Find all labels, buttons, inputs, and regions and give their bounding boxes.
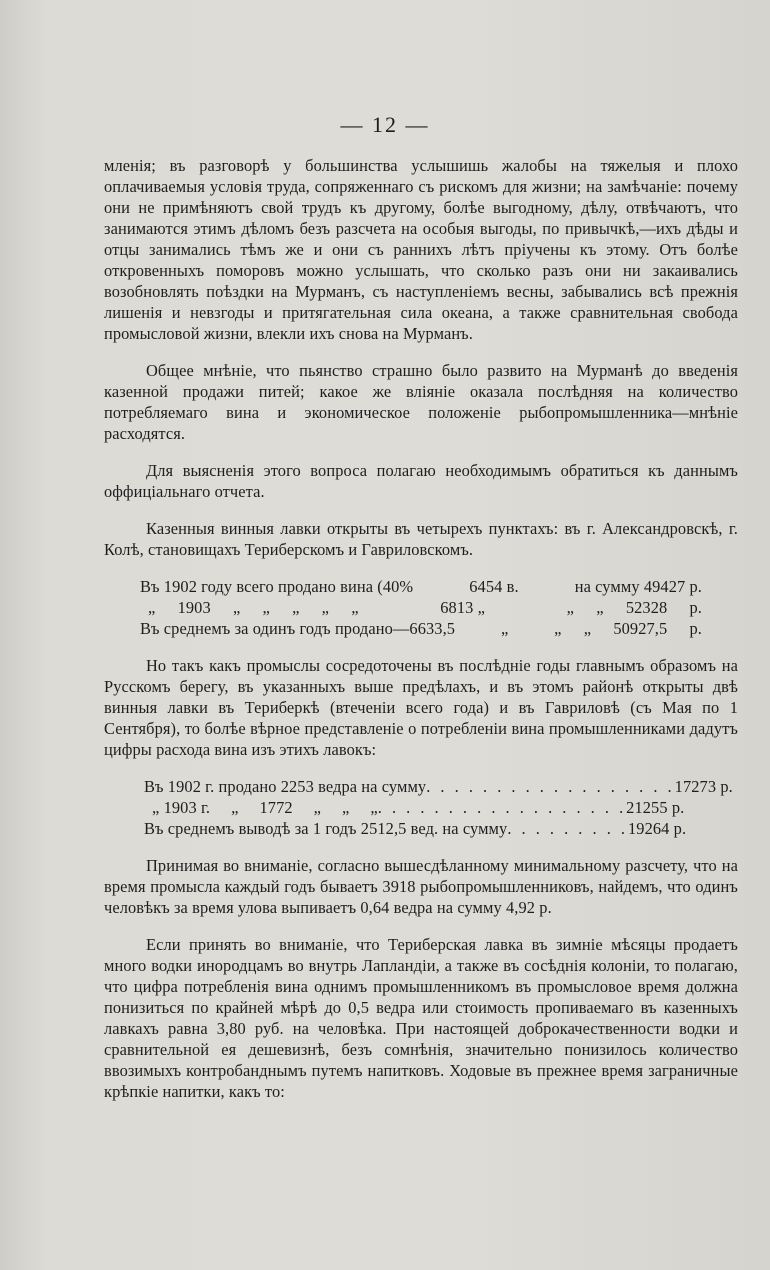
table-row <box>140 618 702 639</box>
table-cell: 19264 р. <box>628 819 687 838</box>
paragraph-7: Если принять во вниманіе, что Териберская лавка въ зимніе мѣсяцы продаетъ много водки инородцамъ во внутрь Лапландіи, а также въ сосѣднія колоніи, то полагаю, что цифра потребленія вина однимъ промышленникомъ въ промысловое время должна понизиться по крайней мѣрѣ до 0,5 ведра или стоимость пропиваемаго въ казенныхъ лавкахъ равна 3,80 руб. на человѣка. При настоящей доброкачественности водки и сравнительной ея дешевизнѣ, безъ сомнѣнія, значительно понизилось количество ввозимыхъ контробанднымъ путемъ напитковъ. Ходовые въ прежнее время заграничные крѣпкіе напитки, какъ то: <box>104 935 738 1101</box>
table-row <box>144 797 684 818</box>
paragraph-4: Казенныя винныя лавки открыты въ четырехъ пунктахъ: въ г. Александровскѣ, г. Колѣ, становищахъ Териберскомъ и Гавриловскомъ. <box>104 519 738 559</box>
table-cell: 6454 в. <box>469 577 519 596</box>
paragraph-3: Для выясненія этого вопроса полагаю необходимымъ обратиться къ даннымъ оффиціальнаго отчета. <box>104 461 738 501</box>
paragraph-6: Принимая во вниманіе, согласно вышесдѣланному минимальному разсчету, что на время промысла каждый годъ бываетъ 3918 рыбопромышленниковъ, найдемъ, что одинъ человѣкъ за время улова выпиваетъ 0,64 ведра на сумму 4,92 р. <box>104 856 738 917</box>
table-cell: Въ 1902 г. продано 2253 ведра на сумму <box>144 777 427 796</box>
table-row <box>144 776 733 797</box>
table-cell: Въ 1902 году всего продано вина (40% <box>140 577 414 596</box>
dot-leader: . . . . . . . . . . . . . . . . . . <box>377 798 627 817</box>
table-cell: 17273 р. <box>674 777 733 796</box>
sales-table-teriberka-gavrilovo <box>144 776 733 839</box>
table-cell: на сумму 49427 р. <box>574 577 702 596</box>
dot-leader: . . . . . . . . . <box>507 819 628 838</box>
table-cell: „ <box>500 619 509 638</box>
table-cell: „ 1903 г. „ 1772 „ „ „ <box>152 798 378 817</box>
page-text <box>104 155 738 1102</box>
paragraph-5: Но такъ какъ промыслы сосредоточены въ послѣдніе годы главнымъ образомъ на Русскомъ берегу, въ указанныхъ выше предѣлахъ, и въ этомъ районѣ открыты двѣ винныя лавки въ Териберкѣ (втеченіи всего года) и въ Гавриловѣ (съ Мая по 1 Сентября), то болѣе вѣрное представленіе о потребленіи вина промышленниками дадутъ цифры расхода вина изъ этихъ лавокъ: <box>104 656 738 759</box>
table-cell: „ „ 52328 р. <box>566 598 702 617</box>
table-cell: Въ среднемъ за одинъ годъ продано—6633,5 <box>140 619 456 638</box>
dot-leader: . . . . . . . . . . . . . . . . . . <box>426 777 675 796</box>
table-cell: „ „ 50927,5 р. <box>554 619 702 638</box>
table-cell: „ 1903 „ „ „ „ „ <box>148 598 359 617</box>
table-cell: 21255 р. <box>626 798 685 817</box>
table-row <box>140 597 702 618</box>
sales-table-1902-1903 <box>140 576 702 639</box>
page-number: — 12 — <box>340 112 430 137</box>
table-cell: Въ среднемъ выводѣ за 1 годъ 2512,5 вед. на сумму <box>144 819 508 838</box>
paragraph-1: мленія; въ разговорѣ у большинства услышишь жалобы на тяжелыя и плохо оплачиваемыя условія труда, сопряженнаго съ рискомъ для жизни; на замѣчаніе: почему они не примѣняютъ свой трудъ къ другому, болѣе выгодному, дѣлу, отвѣчаютъ, что занимаются этимъ дѣломъ безъ разсчета на особыя выгоды, по привычкѣ,—ихъ дѣды и отцы занимались тѣмъ же и они съ раннихъ лѣтъ пріучены къ этому. Отъ болѣе откровенныхъ поморовъ можно услышать, что сколько разъ они ни закаивались возобновлять поѣздки на Мурманъ, съ наступленіемъ весны, забывались всѣ прежнія лишенія и невзгоды и притягательная сила океана, а также сравнительная свобода промысловой жизни, влекли ихъ снова на Мурманъ. <box>104 156 738 343</box>
table-row <box>140 576 702 597</box>
table-row <box>144 818 687 839</box>
table-cell: 6813 „ <box>440 598 486 617</box>
paragraph-2: Общее мнѣніе, что пьянство страшно было развито на Мурманѣ до введенія казенной продажи питей; какое же вліяніе оказала послѣдняя на количество потребляемаго вина и экономическое положеніе рыбопромышленника—мнѣніе расходятся. <box>104 361 738 443</box>
